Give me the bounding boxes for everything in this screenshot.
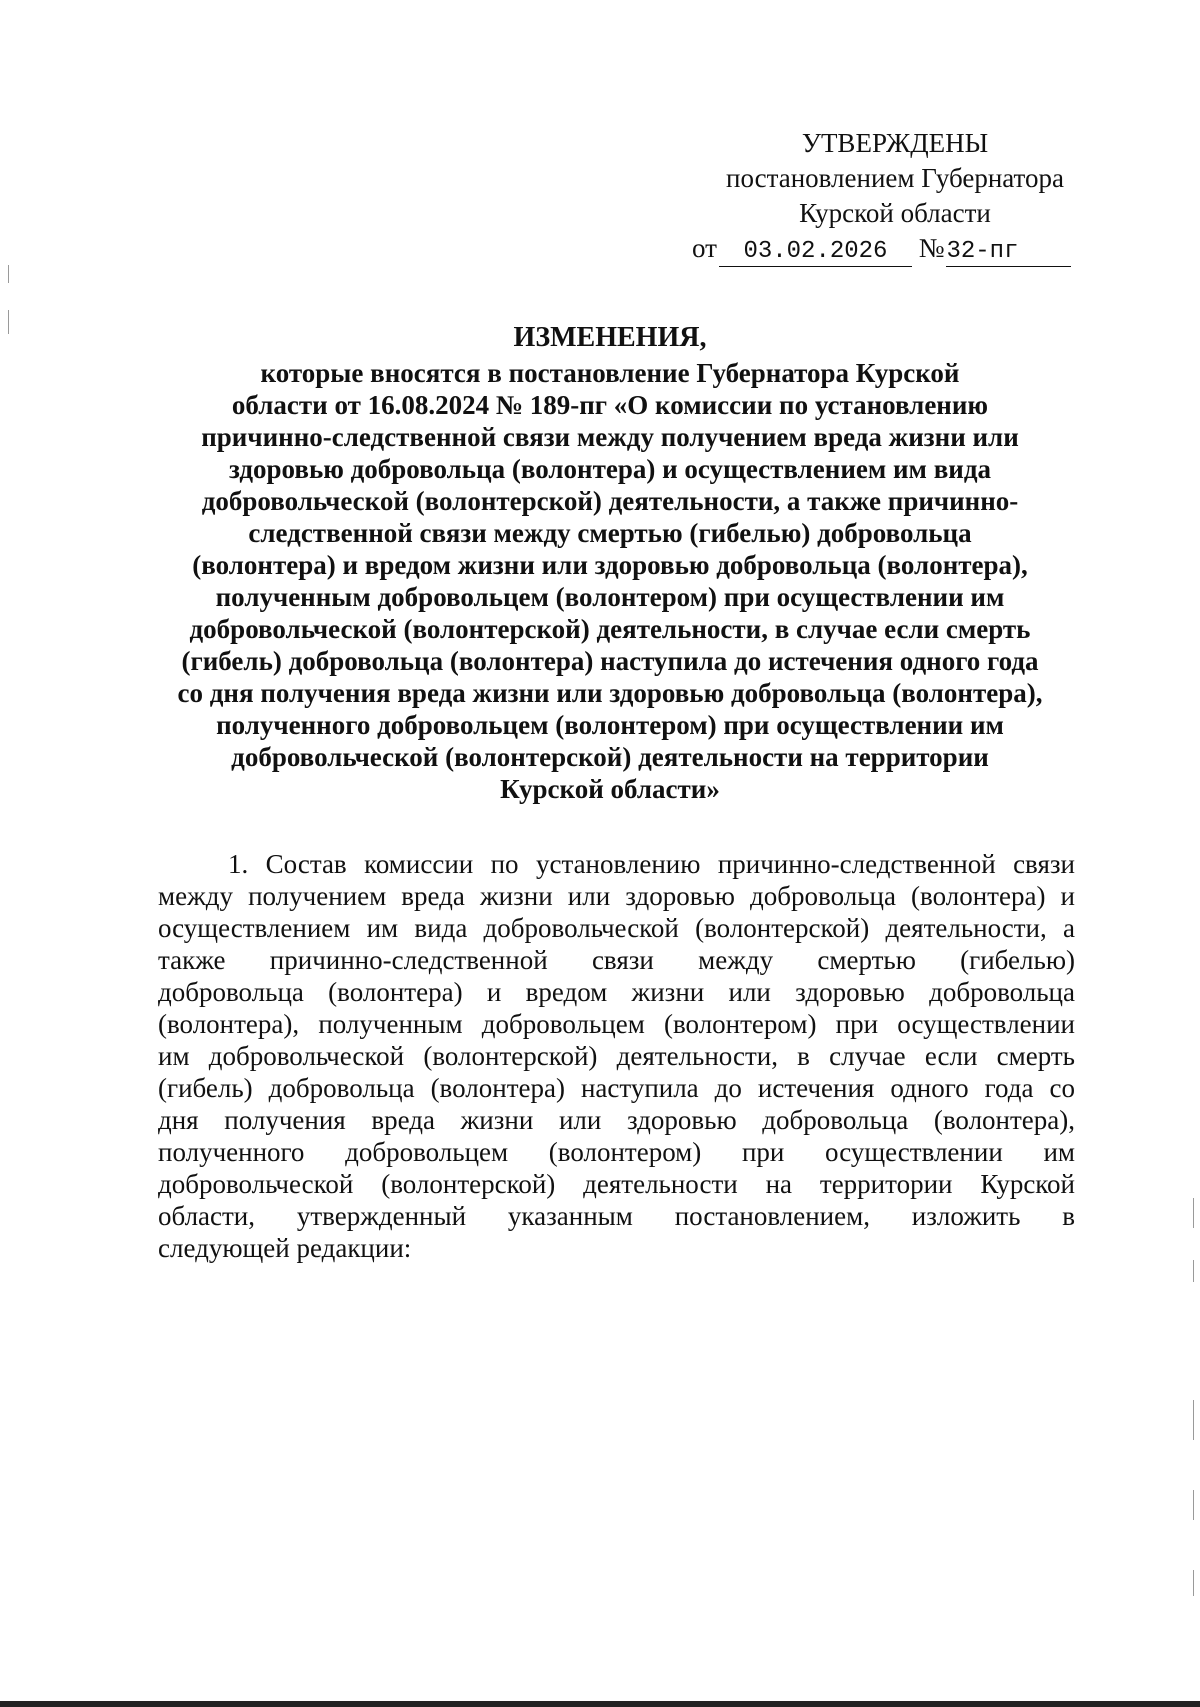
scan-edge-mark	[1193, 1198, 1194, 1228]
heading-line: причинно-следственной связи между получением вреда жизни или	[201, 422, 1019, 452]
heading-title: ИЗМЕНЕНИЯ,	[513, 322, 707, 353]
heading-line: добровольческой (волонтерской) деятельности, в случае если смерть	[189, 614, 1031, 644]
body-line: также причинно-следственной связи между смертью (гибелью)	[158, 945, 1075, 975]
heading-line: области от 16.08.2024 № 189-пг «О комиссии по установлению	[231, 390, 989, 420]
body-line: добровольческой (волонтерской) деятельности на территории Курской	[158, 1169, 1075, 1199]
scan-edge-mark	[1193, 1570, 1194, 1596]
heading-line: со дня получения вреда жизни или здоровью добровольца (волонтера),	[177, 678, 1043, 708]
scan-bottom-edge	[0, 1701, 1200, 1707]
approval-authority: постановлением Губернатора	[726, 163, 1064, 193]
number-label: №	[918, 233, 945, 263]
body-line: добровольца (волонтера) и вредом жизни или здоровью добровольца	[158, 977, 1075, 1007]
body-paragraph	[158, 848, 1075, 1264]
heading-line: добровольческой (волонтерской) деятельности на территории	[231, 742, 989, 772]
heading-line: полученного добровольцем (волонтером) при осуществлении им	[216, 710, 1004, 740]
approval-reference	[690, 231, 1100, 267]
approval-block	[690, 126, 1100, 267]
heading-line: добровольческой (волонтерской) деятельности, а также причинно-	[201, 486, 1019, 516]
heading-line: здоровью добровольца (волонтера) и осуществлением им вида	[229, 454, 991, 484]
body-line: между получением вреда жизни или здоровью добровольца (волонтера) и	[158, 881, 1075, 911]
heading-line: полученным добровольцем (волонтером) при осуществлении им	[215, 582, 1005, 612]
heading-line: Курской области»	[500, 774, 720, 804]
body-line: следующей редакции:	[158, 1233, 412, 1263]
body-line: им добровольческой (волонтерской) деятельности, в случае если смерть	[158, 1041, 1075, 1071]
scan-edge-mark	[1193, 1260, 1194, 1282]
body-line: 1. Состав комиссии по установлению причинно-следственной связи	[228, 849, 1075, 879]
body-line: дня получения вреда жизни или здоровью добровольца (волонтера),	[158, 1105, 1075, 1135]
heading-line: (волонтера) и вредом жизни или здоровью добровольца (волонтера),	[192, 550, 1028, 580]
heading-line: которые вносятся в постановление Губернатора Курской	[260, 358, 960, 388]
approval-date: 03.02.2026	[719, 238, 912, 267]
scan-edge-mark	[8, 310, 9, 334]
approval-number: 32-пг	[946, 238, 1071, 267]
body-line: области, утвержденный указанным постановлением, изложить в	[158, 1201, 1075, 1231]
body-line: осуществлением им вида добровольческой (волонтерской) деятельности, а	[158, 913, 1075, 943]
scan-edge-mark	[1193, 1400, 1194, 1440]
body-line: (гибель) добровольца (волонтера) наступила до истечения одного года со	[158, 1073, 1075, 1103]
body-line: полученного добровольцем (волонтером) при осуществлении им	[158, 1137, 1075, 1167]
heading-line: следственной связи между смертью (гибелью) добровольца	[248, 518, 972, 548]
scan-edge-mark	[1193, 1490, 1194, 1520]
document-heading	[150, 322, 1070, 805]
date-label: от	[692, 233, 717, 263]
scan-edge-mark	[8, 265, 9, 283]
approval-region: Курской области	[799, 198, 991, 228]
approval-title: УТВЕРЖДЕНЫ	[801, 128, 989, 158]
body-line: (волонтера), полученным добровольцем (волонтером) при осуществлении	[158, 1009, 1075, 1039]
heading-line: (гибель) добровольца (волонтера) наступила до истечения одного года	[181, 646, 1039, 676]
